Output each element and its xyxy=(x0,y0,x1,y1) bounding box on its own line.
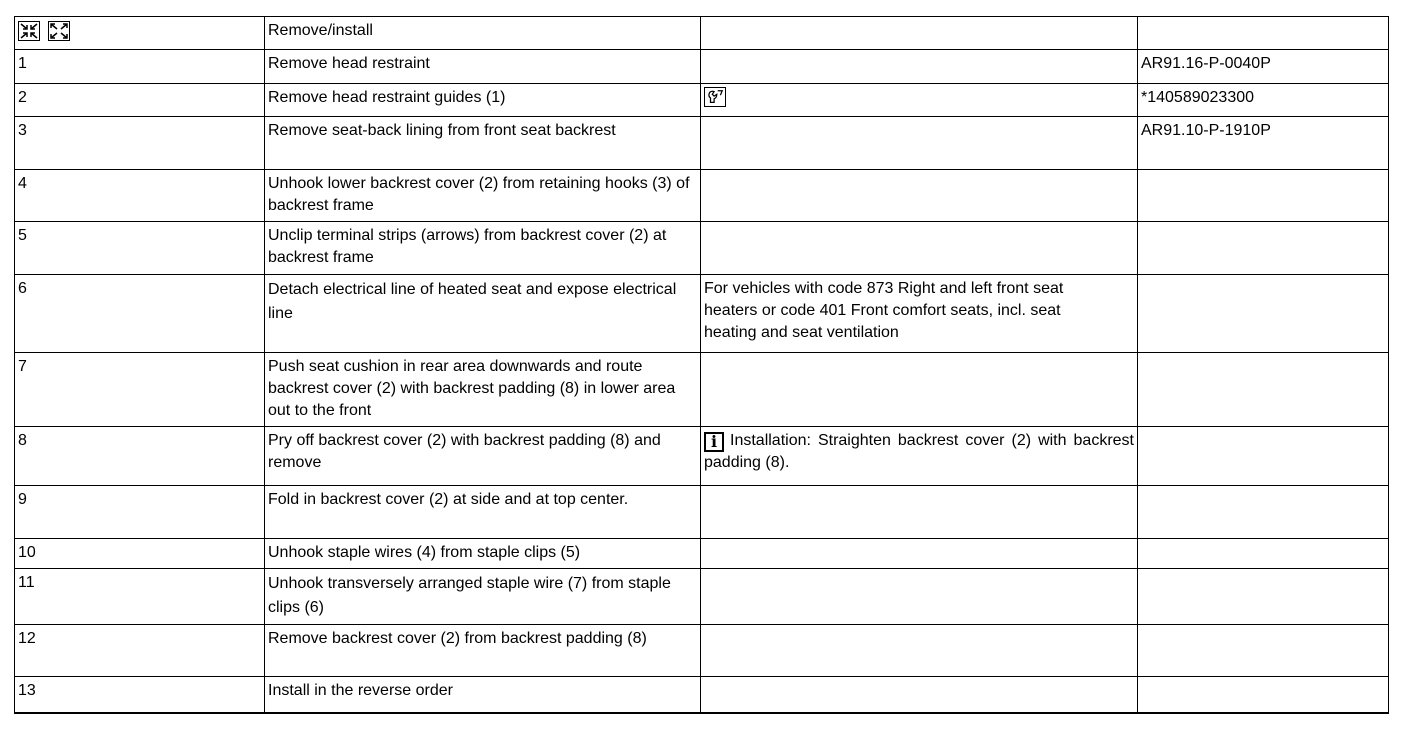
step-note xyxy=(701,222,1138,275)
table-row xyxy=(15,427,1389,486)
step-number: 4 xyxy=(15,170,265,222)
step-reference-link[interactable]: AR91.10-P-1910P xyxy=(1138,117,1389,170)
header-reference xyxy=(1138,17,1389,50)
step-note xyxy=(701,486,1138,539)
table-row xyxy=(15,170,1389,222)
step-action: Unhook lower backrest cover (2) from retaining hooks (3) of backrest frame xyxy=(265,170,701,222)
step-reference-link[interactable]: *140589023300 xyxy=(1138,84,1389,117)
table-row xyxy=(15,275,1389,353)
step-action: Remove backrest cover (2) from backrest padding (8) xyxy=(265,625,701,677)
step-note xyxy=(701,677,1138,713)
table-row xyxy=(15,50,1389,84)
step-action: Unhook staple wires (4) from staple clips (5) xyxy=(265,539,701,569)
table-row xyxy=(15,84,1389,117)
step-number: 9 xyxy=(15,486,265,539)
step-note: Installation: Straighten backrest cover (2) with backrest padding (8). xyxy=(704,432,1134,471)
step-note xyxy=(701,353,1138,427)
step-number: 12 xyxy=(15,625,265,677)
table-row xyxy=(15,486,1389,539)
step-note-cell xyxy=(701,84,1138,117)
step-action: Unclip terminal strips (arrows) from backrest cover (2) at backrest frame xyxy=(265,222,701,275)
step-reference xyxy=(1138,170,1389,222)
table-row xyxy=(15,539,1389,569)
step-number: 2 xyxy=(15,84,265,117)
table-row xyxy=(15,117,1389,170)
step-reference xyxy=(1138,275,1389,353)
table-row xyxy=(15,625,1389,677)
remove-icon xyxy=(18,21,40,41)
step-action: Push seat cushion in rear area downwards and route backrest cover (2) with backrest padding (8) in lower area out to the front xyxy=(265,353,701,427)
procedure-table xyxy=(14,16,1389,714)
step-reference xyxy=(1138,539,1389,569)
step-action: Detach electrical line of heated seat and expose electrical line xyxy=(265,275,701,353)
info-icon: i xyxy=(704,432,724,452)
step-reference xyxy=(1138,486,1389,539)
step-number: 5 xyxy=(15,222,265,275)
step-reference xyxy=(1138,222,1389,275)
step-action: Install in the reverse order xyxy=(265,677,701,713)
step-action: Pry off backrest cover (2) with backrest padding (8) and remove xyxy=(265,427,701,486)
step-number: 1 xyxy=(15,50,265,84)
step-action: Remove seat-back lining from front seat backrest xyxy=(265,117,701,170)
step-reference-link[interactable]: AR91.16-P-0040P xyxy=(1138,50,1389,84)
table-row xyxy=(15,677,1389,713)
step-number: 8 xyxy=(15,427,265,486)
special-tool-icon xyxy=(704,87,726,107)
step-note-cell xyxy=(701,427,1138,486)
step-note: For vehicles with code 873 Right and left front seat heaters or code 401 Front comfort seats, incl. seat heating and seat ventilation xyxy=(701,275,1138,353)
step-note xyxy=(701,539,1138,569)
step-note xyxy=(701,625,1138,677)
step-reference xyxy=(1138,569,1389,625)
table-row xyxy=(15,222,1389,275)
step-note xyxy=(701,50,1138,84)
header-icons-cell xyxy=(15,17,265,50)
step-number: 7 xyxy=(15,353,265,427)
step-action: Unhook transversely arranged staple wire (7) from staple clips (6) xyxy=(265,569,701,625)
step-reference xyxy=(1138,427,1389,486)
step-note xyxy=(701,117,1138,170)
step-reference xyxy=(1138,353,1389,427)
install-icon xyxy=(48,21,70,41)
step-note xyxy=(701,569,1138,625)
step-reference xyxy=(1138,677,1389,713)
step-reference xyxy=(1138,625,1389,677)
step-number: 3 xyxy=(15,117,265,170)
step-number: 6 xyxy=(15,275,265,353)
step-action: Remove head restraint xyxy=(265,50,701,84)
header-row xyxy=(15,17,1389,50)
step-number: 13 xyxy=(15,677,265,713)
step-number: 11 xyxy=(15,569,265,625)
step-number: 10 xyxy=(15,539,265,569)
step-action: Remove head restraint guides (1) xyxy=(265,84,701,117)
step-note xyxy=(701,170,1138,222)
table-row xyxy=(15,569,1389,625)
table-row xyxy=(15,353,1389,427)
step-action: Fold in backrest cover (2) at side and at top center. xyxy=(265,486,701,539)
header-note xyxy=(701,17,1138,50)
header-step: Remove/install xyxy=(265,17,701,50)
